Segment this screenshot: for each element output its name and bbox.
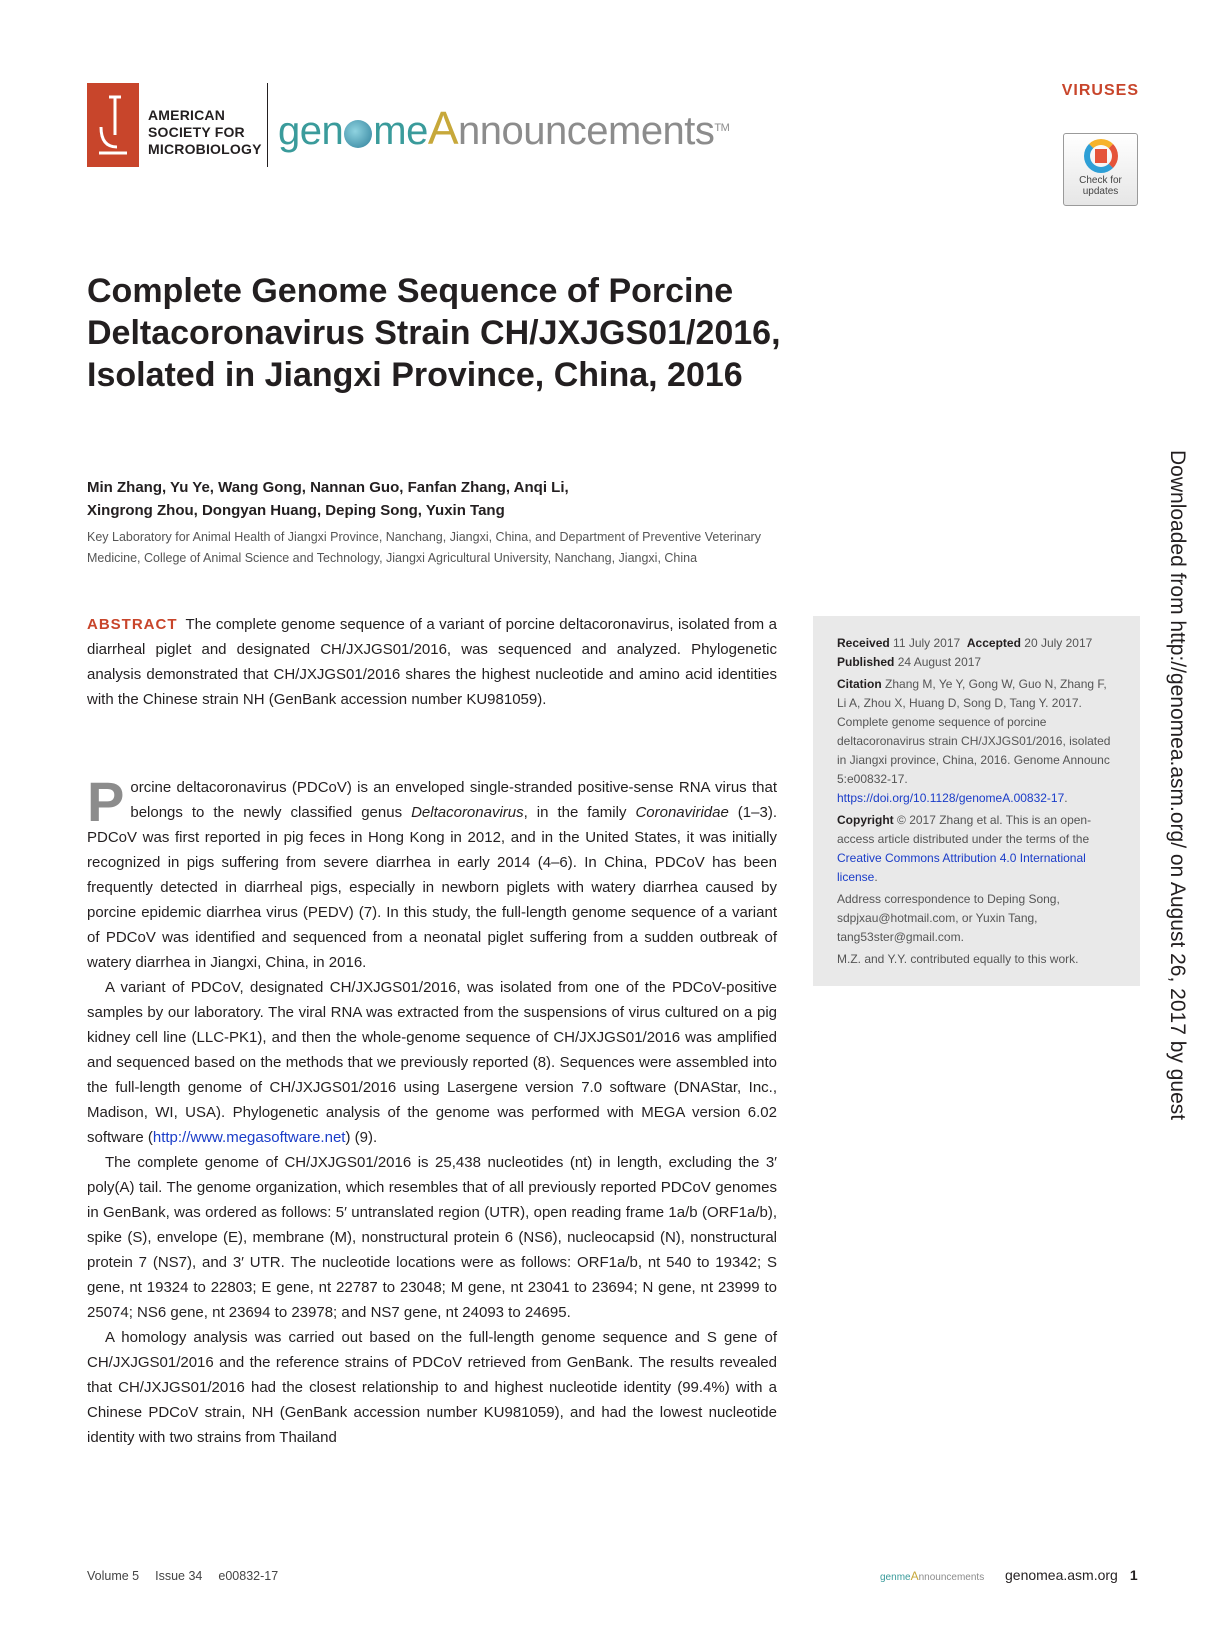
doi-link[interactable]: https://doi.org/10.1128/genomeA.00832-17 bbox=[837, 791, 1065, 805]
drop-cap: P bbox=[87, 770, 125, 833]
footer-journal-logo: genmeAnnouncements bbox=[880, 1569, 985, 1583]
bookmark-icon bbox=[1084, 139, 1118, 173]
article-body bbox=[87, 770, 777, 1450]
correspondence: Address correspondence to Deping Song, sdpjxau@hotmail.com, or Yuxin Tang, tang53ster@gmail.com. bbox=[837, 892, 1060, 944]
paragraph-3: The complete genome of CH/JXJGS01/2016 is 25,438 nucleotides (nt) in length, excluding the 3′ poly(A) tail. The genome organization, which resembles that of all previously reported PDCoV genomes in GenBank, was ordered as follows: 5′ untranslated region (UTR), open reading frame 1a/b (ORF1a/b), spike (S), envelope (E), membrane (M), nonstructural protein 6 (NS6), nucleocapsid (N), nonstructural protein 7 (NS7), and 3′ UTR. The nucleotide locations were as follows: ORF1a/b, nt 540 to 19342; S gene, nt 19324 to 22803; E gene, nt 22787 to 23048; M gene, nt 23041 to 23694; N gene, nt 23999 to 25074; NS6 gene, nt 23694 to 23978; and NS7 gene, nt 24093 to 24695. bbox=[87, 1154, 777, 1321]
page-number: 1 bbox=[1129, 1567, 1138, 1583]
footer-site bbox=[1005, 1567, 1138, 1583]
paragraph-1: Porcine deltacoronavirus (PDCoV) is an enveloped single-stranded positive-sense RNA virus that belongs to the newly classified genus Deltacoronavirus, in the family Coronaviridae (1–3). PDCoV was first reported in pig feces in Hong Kong in 2012, and in the United States, it was initially recognized in pigs suffering from severe diarrhea in early 2014 (4–6). In China, PDCoV has been frequently detected in diarrheal pigs, especially in newborn piglets with watery diarrhea caused by porcine epidemic diarrhea virus (PEDV) (7). In this study, the full-length genome sequence of a variant of PDCoV was identified and sequenced from a neonatal piglet suffering from a sudden outbreak of watery diarrhea in Jiangxi, China, in 2016. bbox=[87, 770, 777, 971]
abstract bbox=[87, 612, 777, 712]
paragraph-4: A homology analysis was carried out based on the full-length genome sequence and S gene of CH/JXJGS01/2016 and the reference strains of PDCoV retrieved from GenBank. The results revealed that CH/JXJGS01/2016 had the closest relationship to and highest nucleotide identity (99.4%) with a Chinese PDCoV strain, NH (GenBank accession number KU981059), and had the lowest nucleotide identity with two strains from Thailand bbox=[87, 1329, 777, 1446]
abstract-label: ABSTRACT bbox=[87, 616, 178, 633]
globe-icon bbox=[344, 120, 372, 148]
section-label: VIRUSES bbox=[1061, 82, 1139, 99]
affiliation: Key Laboratory for Animal Health of Jiangxi Province, Nanchang, Jiangxi, China, and Department of Preventive Veterinary Medicine, College of Animal Science and Technology, Jiangxi Agricultural University, Nanchang, Jiangxi, China bbox=[87, 530, 761, 565]
header-divider bbox=[267, 83, 268, 167]
license-link[interactable]: Creative Commons Attribution 4.0 International license bbox=[837, 851, 1086, 884]
article-info-sidebar bbox=[813, 616, 1140, 986]
article-title: Complete Genome Sequence of Porcine Deltacoronavirus Strain CH/JXJGS01/2016, Isolated in Jiangxi Province, China, 2016 bbox=[87, 272, 781, 394]
society-name: AMERICAN SOCIETY FOR MICROBIOLOGY bbox=[148, 107, 262, 157]
microscope-icon bbox=[87, 83, 139, 167]
equal-contribution-note: M.Z. and Y.Y. contributed equally to this work. bbox=[837, 952, 1079, 966]
footer-volume-info: Volume 5 Issue 34 e00832-17 bbox=[87, 1569, 279, 1583]
abstract-text: The complete genome sequence of a variant of porcine deltacoronavirus, isolated from a diarrheal piglet and designated CH/JXJGS01/2016, was sequenced and analyzed. Phylogenetic analysis demonstrated that CH/JXJGS01/2016 shares the highest nucleotide and amino acid identities with the Chinese strain NH (GenBank accession number KU981059). bbox=[87, 616, 777, 708]
dates: Received 11 July 2017 Accepted 20 July 2017 Published 24 August 2017 bbox=[837, 636, 1093, 669]
author-list: Min Zhang, Yu Ye, Wang Gong, Nannan Guo, Fanfan Zhang, Anqi Li, Xingrong Zhou, Dongyan Huang, Deping Song, Yuxin Tang bbox=[87, 479, 569, 519]
paragraph-2: A variant of PDCoV, designated CH/JXJGS01/2016, was isolated from one of the PDCoV-positive samples by our laboratory. The viral RNA was extracted from the suspensions of virus cultured on a pig kidney cell line (LLC-PK1), and then the whole-genome sequence of CH/JXJGS01/2016 was amplified and sequenced based on the methods that we previously reported (8). Sequences were assembled into the full-length genome of CH/JXJGS01/2016 using Lasergene version 7.0 software (DNAStar, Inc., Madison, WI, USA). Phylogenetic analysis of the genome was performed with MEGA version 6.02 software (http://www.megasoftware.net) (9). bbox=[87, 979, 777, 1146]
download-note: Downloaded from http://genomea.asm.org/ on August 26, 2017 by guest bbox=[1166, 450, 1189, 1121]
journal-logo: gen meAnnouncements™ bbox=[278, 102, 730, 154]
asm-logo bbox=[87, 83, 139, 167]
site-link[interactable]: genomea.asm.org bbox=[1005, 1567, 1118, 1583]
copyright: Copyright © 2017 Zhang et al. This is an open-access article distributed under the terms of the Creative Commons Attribution 4.0 International license. bbox=[837, 813, 1092, 884]
check-for-updates-button[interactable]: Check for updates bbox=[1063, 133, 1138, 206]
citation: Citation Zhang M, Ye Y, Gong W, Guo N, Zhang F, Li A, Zhou X, Huang D, Song D, Tang Y. 2017. Complete genome sequence of porcine deltacoronavirus strain CH/JXJGS01/2016, isolated in Jiangxi province, China, 2016. Genome Announc 5:e00832-17. https://doi.org/10.1128/genomeA.00832-17. bbox=[837, 677, 1111, 805]
mega-software-link[interactable]: http://www.megasoftware.net bbox=[152, 1129, 346, 1146]
